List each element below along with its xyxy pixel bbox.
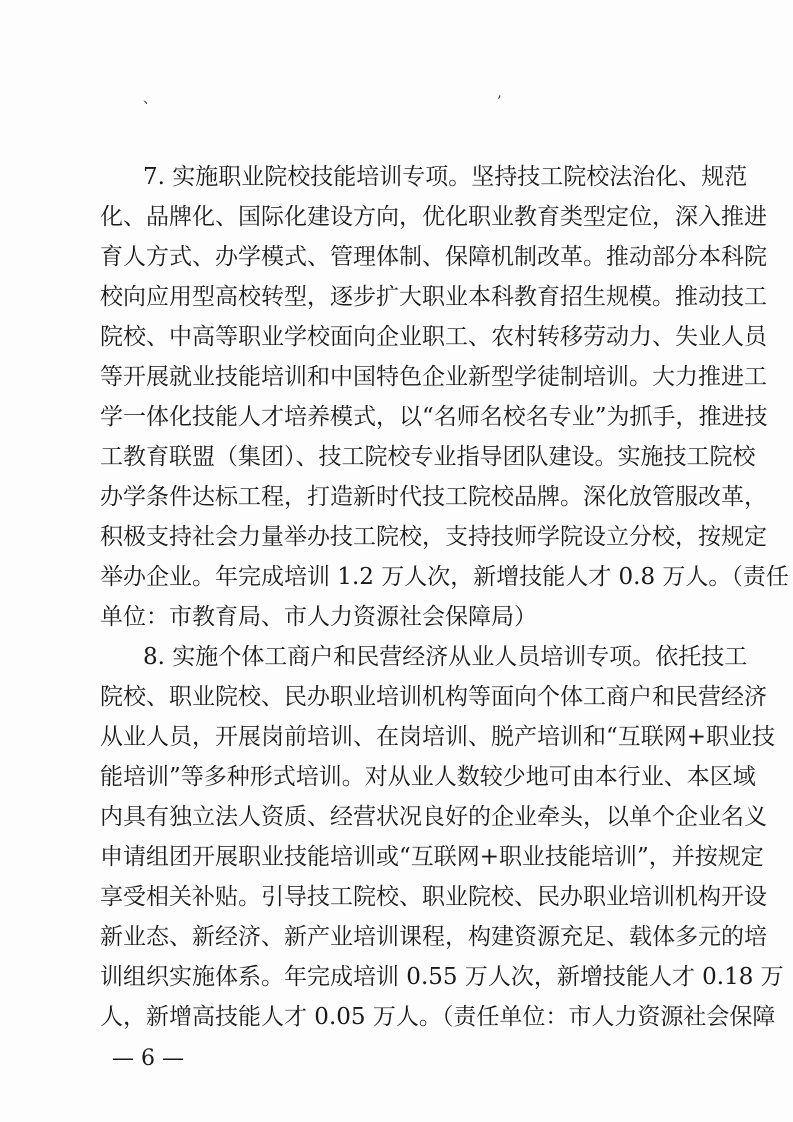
paragraph-line: 办学条件达标工程，打造新时代技工院校品牌。深化放管服改革， [100,484,767,510]
paragraph-line: 单位：市教育局、市人力资源社会保障局） [100,604,537,630]
paragraph-line: 积极支持社会力量举办技工院校，支持技师学院设立分校，按规定 [100,524,767,550]
scan-mark-left: 、 [143,91,157,107]
paragraph-line: 人，新增高技能人才 0.05 万人。（责任单位：市人力资源社会保障 [100,1004,776,1030]
paragraph-line: 从业人员，开展岗前培训、在岗培训、脱产培训和“互联网+职业技 [100,724,776,750]
paragraph-line: 能培训”等多种形式培训。对从业人数较少地可由本行业、本区域 [100,764,756,790]
paragraph-line: 工教育联盟（集团）、技工院校专业指导团队建设。实施技工院校 [100,444,756,470]
paragraph-line: 等开展就业技能培训和中国特色企业新型学徒制培训。大力推进工 [100,364,767,390]
paragraph-line: 8. 实施个体工商户和民营经济从业人员培训专项。依托技工 [143,644,748,670]
scan-mark-right: ’ [497,94,502,110]
paragraph-line: 享受相关补贴。引导技工院校、职业院校、民办职业培训机构开设 [100,884,767,910]
paragraph-line: 内具有独立法人资质、经营状况良好的企业牵头，以单个企业名义 [100,804,767,830]
paragraph-line: 校向应用型高校转型，逐步扩大职业本科教育招生规模。推动技工 [100,284,767,310]
paragraph-line: 举办企业。年完成培训 1.2 万人次，新增技能人才 0.8 万人。（责任 [100,564,789,590]
paragraph-line: 7. 实施职业院校技能培训专项。坚持技工院校法治化、规范 [143,164,748,190]
page-number: — 6 — [112,1046,184,1071]
paragraph-line: 院校、中高等职业学校面向企业职工、农村转移劳动力、失业人员 [100,324,767,350]
paragraph-line: 学一体化技能人才培养模式，以“名师名校名专业”为抓手，推进技 [100,404,768,430]
paragraph-line: 训组织实施体系。年完成培训 0.55 万人次，新增技能人才 0.18 万 [100,964,784,990]
paragraph-line: 申请组团开展职业技能培训或“互联网+职业技能培训”，并按规定 [100,844,764,870]
paragraph-line: 新业态、新经济、新产业培训课程，构建资源充足、载体多元的培 [100,924,767,950]
paragraph-line: 化、品牌化、国际化建设方向，优化职业教育类型定位，深入推进 [100,204,767,230]
paragraph-line: 院校、职业院校、民办职业培训机构等面向个体工商户和民营经济 [100,684,767,710]
paragraph-line: 育人方式、办学模式、管理体制、保障机制改革。推动部分本科院 [100,244,767,270]
